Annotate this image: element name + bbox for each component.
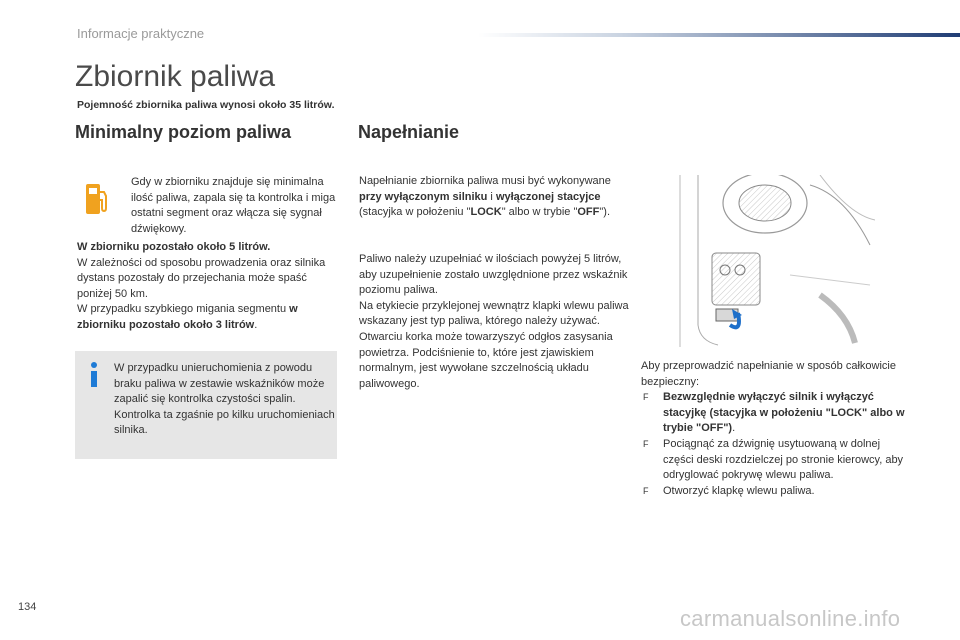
refuel-quantity-text: Paliwo należy uzupełniać w ilościach powyżej 5 litrów, aby uzupełnienie zostało uwzględnione przez wskaźnik poziomu paliwa. (359, 253, 628, 297)
fuel-pump-icon (85, 182, 109, 216)
watermark: carmanualsonline.info (680, 606, 901, 631)
p1-ignition-off: wyłączonej stacyjce (495, 190, 601, 203)
refuelling-conditions (359, 174, 629, 221)
p1-c: i (487, 190, 496, 203)
info-box (75, 351, 337, 459)
low-fuel-details (77, 240, 339, 334)
remaining-distance-text: W zależności od sposobu prowadzenia oraz silnika dystans pozostały do przejechania może spaść poniżej 50 km. (77, 256, 326, 300)
step-3-text: Otworzyć klapkę wlewu paliwa. (663, 484, 815, 497)
page-title: Zbiornik paliwa (75, 60, 276, 93)
bullet-icon: F (643, 392, 649, 403)
fuel-flap-lever-illustration (670, 175, 875, 347)
p1-e: (stacyjka w położeniu " (359, 206, 471, 219)
p1-i: "). (599, 206, 610, 219)
blink-text: W przypadku szybkiego migania segmentu (77, 303, 287, 316)
p1-a: Napełnianie zbiornika paliwa musi być wykonywane (359, 175, 611, 187)
p1-g: " albo w trybie " (501, 206, 578, 219)
refuelling-heading: Napełnianie (358, 122, 460, 142)
step-item (641, 484, 911, 500)
safety-steps (641, 359, 911, 499)
bullet-icon: F (643, 438, 649, 449)
section-label: Informacje praktyczne (77, 26, 205, 41)
cap-noise-text: Otwarciu korka może towarzyszyć odgłos zasysania powietrza. Podciśnienie to, które jest zjawiskiem normalnym, jest wywołane szczelnością układu paliwowego. (359, 330, 613, 390)
capacity-note: Pojemność zbiornika paliwa wynosi około 35 litrów. (77, 99, 335, 111)
p1-engine-off: przy wyłączonym silniku (359, 190, 488, 203)
p1-lock: LOCK (470, 206, 502, 219)
remaining-5-litres: W zbiorniku pozostało około 5 litrów. (77, 241, 271, 253)
header-bar (478, 33, 960, 37)
bullet-icon: F (643, 485, 649, 496)
steps-intro: Aby przeprowadzić napełnianie w sposób całkowicie bezpieczny: (641, 360, 896, 388)
step-item (641, 390, 911, 437)
step-1-text: . (732, 422, 736, 435)
remaining-3-litres: w zbiorniku pozostało około 3 litrów (77, 303, 298, 331)
step-1-bold: Bezwzględnie wyłączyć silnik i wyłączyć stacyjkę (stacyjka w położeniu "LOCK" albo w trybie "OFF") (663, 391, 905, 435)
fuel-label-text: Na etykiecie przyklejonej wewnątrz klapki wlewu paliwa wskazany jest typ paliwa, którego należy używać. (359, 299, 629, 328)
p1-off: OFF (577, 206, 600, 219)
minimum-level-heading: Minimalny poziom paliwa (75, 122, 292, 142)
page-number: 134 (18, 601, 37, 613)
info-icon (87, 361, 101, 389)
low-fuel-intro: Gdy w zbiorniku znajduje się minimalna ilość paliwa, zapala się ta kontrolka i miga ostatni segment oraz włącza się sygnał dźwiękowy. (131, 176, 336, 235)
step-item (641, 437, 911, 484)
blink-end: . (254, 318, 258, 331)
info-text: W przypadku unieruchomienia z powodu braku paliwa w zestawie wskaźników może zapalić się kontrolka czystości spalin. Kontrolka ta zgaśnie po kilku uruchomieniach silnika. (114, 362, 335, 437)
step-2-text: Pociągnąć za dźwignię usytuowaną w dolnej części deski rozdzielczej po stronie kierowcy, aby odryglować pokrywę wlewu paliwa. (663, 437, 904, 482)
refuelling-notes (359, 252, 631, 392)
